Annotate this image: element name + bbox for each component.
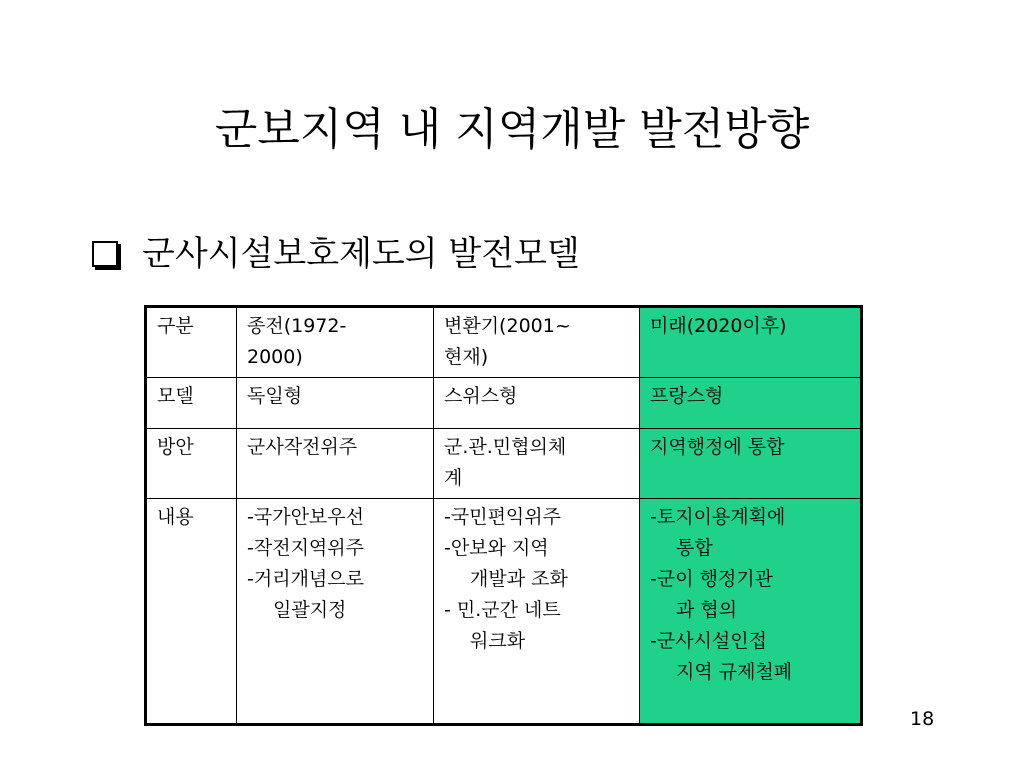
cell-line: -국민편익위주 xyxy=(444,506,561,528)
cell-line: -작전지역위주 xyxy=(247,537,364,559)
header-cell-category: 구분 xyxy=(146,307,237,378)
header-cell-future: 미래(2020이후) xyxy=(640,307,862,378)
slide-title: 군보지역 내 지역개발 발전방향 xyxy=(214,104,810,155)
cell-content-past xyxy=(237,499,434,725)
cell-line: 개발과 조화 xyxy=(470,568,568,590)
cell-line: 통합 xyxy=(676,537,713,559)
cell-line: -거리개념으로 xyxy=(247,568,364,590)
page-number: 18 xyxy=(910,708,935,730)
row-label-plan: 방안 xyxy=(146,429,237,499)
cell-line: -안보와 지역 xyxy=(444,537,549,559)
cell-line: - 민.군간 네트 xyxy=(444,599,561,621)
cell-line: 종전(1972- xyxy=(247,315,347,337)
cell-content-future xyxy=(640,499,862,725)
cell-line: 지역 규제철폐 xyxy=(676,661,793,683)
cell-model-transition: 스위스형 xyxy=(434,378,640,429)
subtitle-text: 군사시설보호제도의 발전모델 xyxy=(142,234,580,274)
table-row xyxy=(146,499,862,725)
checkbox-bullet-icon xyxy=(92,241,118,267)
cell-plan-past: 군사작전위주 xyxy=(237,429,434,499)
cell-line: -군이 행정기관 xyxy=(650,568,774,590)
table-row xyxy=(146,429,862,499)
subtitle xyxy=(88,232,580,276)
development-model-table xyxy=(144,305,863,726)
cell-line: 워크화 xyxy=(470,630,526,652)
cell-line: -군사시설인접 xyxy=(650,630,767,652)
cell-line: 계 xyxy=(444,467,463,489)
header-cell-past xyxy=(237,307,434,378)
row-label-model: 모델 xyxy=(146,378,237,429)
cell-plan-future: 지역행정에 통합 xyxy=(640,429,862,499)
table-row xyxy=(146,378,862,429)
cell-line: 현재) xyxy=(444,346,489,368)
cell-line: -국가안보우선 xyxy=(247,506,364,528)
cell-model-future: 프랑스형 xyxy=(640,378,862,429)
cell-line: 2000) xyxy=(247,346,303,368)
cell-line: 과 협의 xyxy=(676,599,738,621)
row-label-content: 내용 xyxy=(146,499,237,725)
cell-plan-transition xyxy=(434,429,640,499)
cell-line: 일괄지정 xyxy=(273,599,347,621)
cell-content-transition xyxy=(434,499,640,725)
cell-line: 군.관.민협의체 xyxy=(444,436,567,458)
cell-model-past: 독일형 xyxy=(237,378,434,429)
header-cell-transition xyxy=(434,307,640,378)
cell-line: 변환기(2001~ xyxy=(444,315,571,337)
table-row xyxy=(146,307,862,378)
cell-line: -토지이용계획에 xyxy=(650,506,786,528)
